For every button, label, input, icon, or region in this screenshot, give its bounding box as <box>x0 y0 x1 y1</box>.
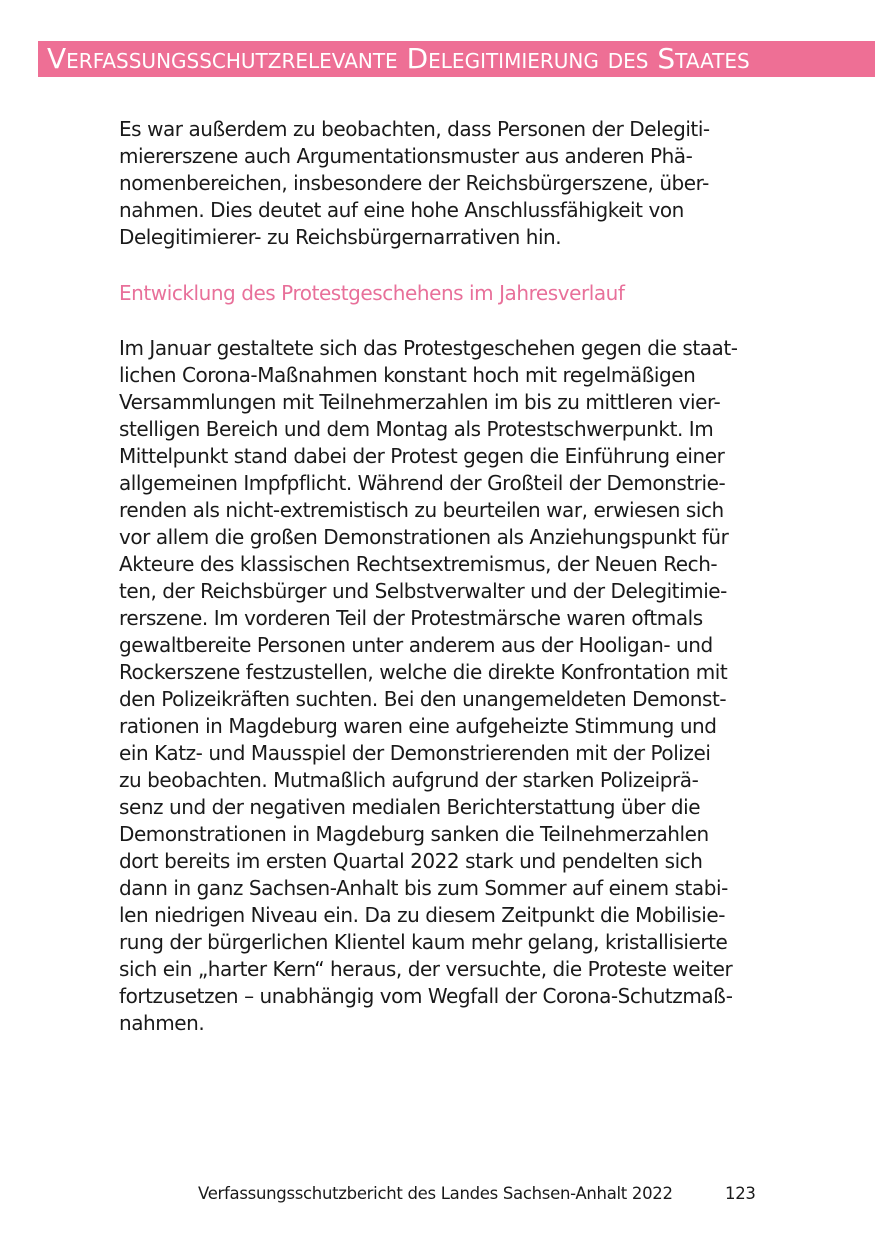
paragraph-intro: Es war außerdem zu beobachten, dass Personen der Delegiti- miererszene auch Argumentationsmuster aus anderen Phä- nomenbereichen, insbesondere der Reichsbürgerszene, über- nahmen. Dies deutet auf eine hohe Anschlussfähigkeit von Delegitimierer- zu Reichsbürgernarrativen hin. <box>119 117 710 249</box>
section-subheading: Entwicklung des Protestgeschehens im Jahresverlauf <box>119 281 625 305</box>
chapter-title: Verfassungsschutzrelevante Delegitimierung des Staates <box>47 42 750 75</box>
paragraph-protest-development: Im Januar gestaltete sich das Protestgeschehen gegen die staat- lichen Corona-Maßnahmen konstant hoch mit regelmäßigen Versammlungen mit Teilnehmerzahlen im bis zu mittleren vier- stelligen Bereich und dem Montag als Protestschwerpunkt. Im Mittelpunkt stand dabei der Protest gegen die Einführung einer allgemeinen Impfpflicht. Während der Großteil der Demonstrie- renden als nicht-extremistisch zu beurteilen war, erwiesen sich vor allem die großen Demonstrationen als Anziehungspunkt für Akteure des klassischen Rechtsextremismus, der Neuen Rech- ten, der Reichsbürger und Selbstverwalter und der Delegitimie- rerszene. Im vorderen Teil der Protestmärsche waren oftmals gewaltbereite Personen unter anderem aus der Hooligan- und Rockerszene festzustellen, welche die direkte Konfrontation mit den Polizeikräften suchten. Bei den unangemeldeten Demonst- rationen in Magdeburg waren eine aufgeheizte Stimmung und ein Katz- und Mausspiel der Demonstrierenden mit der Polizei zu beobachten. Mutmaßlich aufgrund der starken Polizeiprä- senz und der negativen medialen Berichterstattung über die Demonstrationen in Magdeburg sanken die Teilnehmerzahlen dort bereits im ersten Quartal 2022 stark und pendelten sich dann in ganz Sachsen-Anhalt bis zum Sommer auf einem stabi- len niedrigen Niveau ein. Da zu diesem Zeitpunkt die Mobilisie- rung der bürgerlichen Klientel kaum mehr gelang, kristallisierte sich ein „harter Kern“ heraus, der versuchte, die Proteste weiter fortzusetzen – unabhängig vom Wegfall der Corona-Schutzmaß- nahmen. <box>119 336 738 1035</box>
chapter-header-band <box>38 41 875 77</box>
page-number: 123 <box>725 1184 756 1203</box>
footer-publication-title: Verfassungsschutzbericht des Landes Sachsen-Anhalt 2022 <box>198 1184 673 1203</box>
